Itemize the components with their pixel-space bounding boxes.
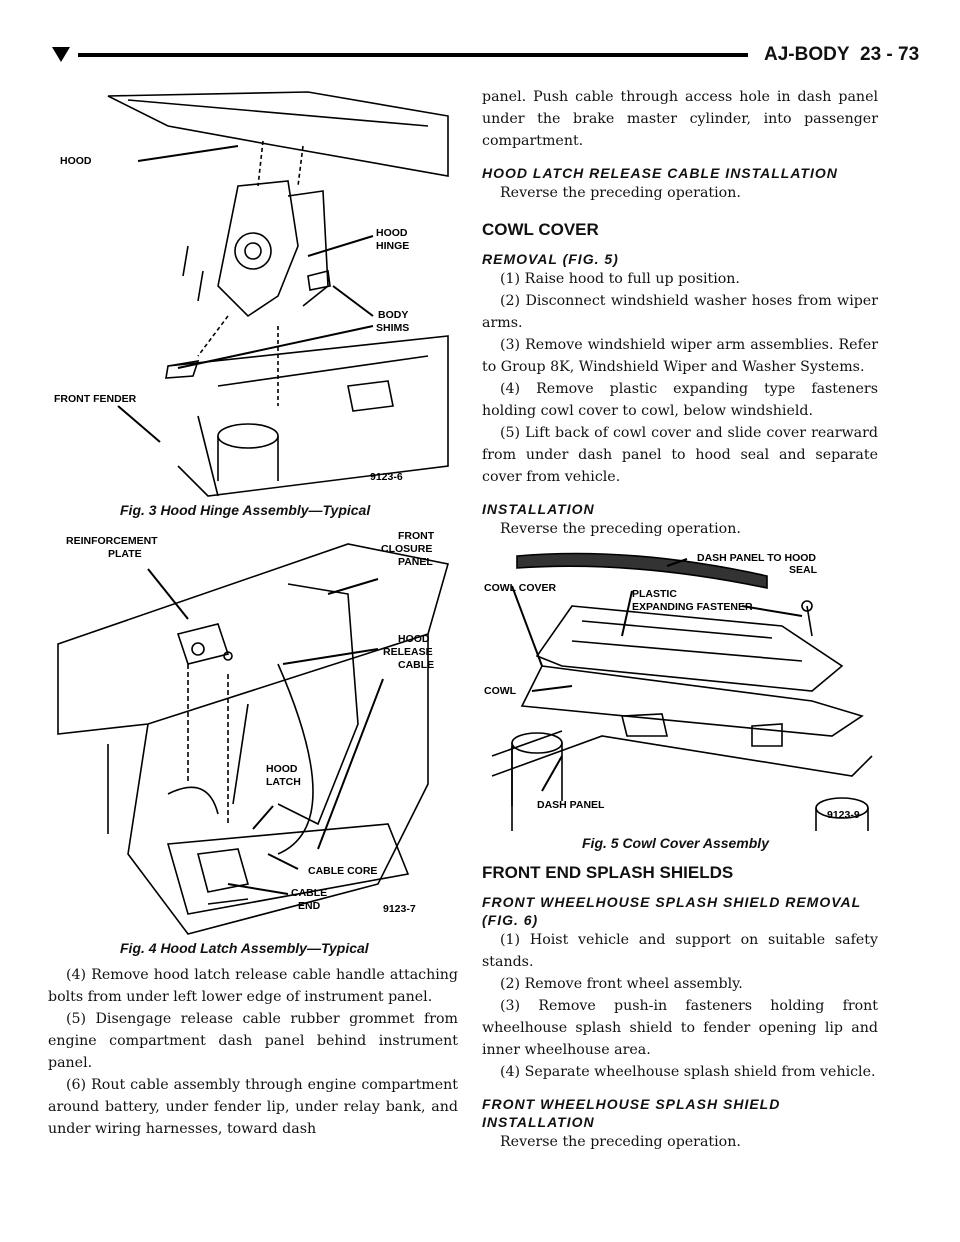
cowl-cover-illustration: [482, 546, 882, 831]
label-dash-panel: DASH PANEL: [537, 799, 605, 811]
label-fig-code: 9123-6: [370, 471, 403, 483]
triangle-marker-icon: [52, 47, 70, 62]
step-5: (5) Disengage release cable rubber grommet from engine compartment dash panel behind instrument panel.: [48, 1011, 458, 1071]
label-release: RELEASE: [383, 646, 433, 658]
label-cable: CABLE: [398, 659, 435, 671]
left-text: [48, 964, 458, 1140]
figure-5-caption: Fig. 5 Cowl Cover Assembly: [582, 835, 769, 851]
figure-5: [482, 546, 878, 851]
cowl-cover-heading: COWL COVER: [482, 220, 599, 239]
cowl-step-2: (2) Disconnect windshield washer hoses from wiper arms.: [482, 293, 878, 331]
splash-step-1: (1) Hoist vehicle and support on suitable safety stands.: [482, 932, 878, 970]
label-dash-panel-to-hood: DASH PANEL TO HOOD: [697, 552, 817, 564]
step-6: (6) Rout cable assembly through engine compartment around battery, under fender lip, under relay bank, and under wiring harnesses, toward dash: [48, 1077, 458, 1137]
label-hood-hinge-1: HOOD: [376, 227, 408, 239]
cable-install-text: Reverse the preceding operation.: [500, 185, 741, 201]
label-hood-1: HOOD: [398, 633, 430, 645]
label-body-shims-1: BODY: [378, 309, 409, 321]
label-plastic: PLASTIC: [632, 588, 677, 600]
label-latch: LATCH: [266, 776, 301, 788]
cowl-step-4: (4) Remove plastic expanding type fasteners holding cowl cover to cowl, below windshield.: [482, 381, 878, 419]
step-4: (4) Remove hood latch release cable handle attaching bolts from under left lower edge of instrument panel.: [48, 967, 458, 1005]
figure-3-caption: Fig. 3 Hood Hinge Assembly—Typical: [120, 502, 371, 518]
cowl-removal-heading: REMOVAL (FIG. 5): [482, 251, 619, 267]
book-title: AJ-BODY: [764, 44, 850, 65]
cowl-install-text: Reverse the preceding operation.: [500, 521, 741, 537]
right-column: [482, 86, 878, 1153]
splash-step-4: (4) Separate wheelhouse splash shield from vehicle.: [500, 1064, 876, 1080]
label-closure: CLOSURE: [381, 543, 433, 555]
cable-install-heading: HOOD LATCH RELEASE CABLE INSTALLATION: [482, 165, 838, 181]
label-fig-code: 9123-7: [383, 903, 416, 915]
label-front: FRONT: [398, 530, 435, 542]
page-number: 23 - 73: [860, 44, 920, 65]
label-cowl: COWL: [484, 685, 517, 697]
label-front-fender: FRONT FENDER: [54, 393, 137, 405]
label-cable-end-2: END: [298, 900, 321, 912]
label-hood-2: HOOD: [266, 763, 298, 775]
header-rule: [78, 53, 748, 57]
page-header: [52, 40, 918, 70]
splash-install-text: Reverse the preceding operation.: [500, 1134, 741, 1150]
label-cowl-cover: COWL COVER: [484, 582, 557, 594]
splash-step-2: (2) Remove front wheel assembly.: [500, 976, 743, 992]
figure-4: [48, 524, 458, 956]
figure-3: [48, 86, 458, 518]
splash-step-3: (3) Remove push-in fasteners holding front wheelhouse splash shield to fender opening lip and inner wheelhouse area.: [482, 998, 878, 1058]
cowl-step-1: (1) Raise hood to full up position.: [500, 271, 740, 287]
label-body-shims-2: SHIMS: [376, 322, 410, 334]
cowl-step-3: (3) Remove windshield wiper arm assemblies. Refer to Group 8K, Windshield Wiper and Washer Systems.: [482, 337, 878, 375]
cowl-step-5: (5) Lift back of cowl cover and slide cover rearward from under dash panel to hood seal and separate cover from vehicle.: [482, 425, 878, 485]
label-fig-code: 9123-9: [827, 809, 860, 821]
label-expanding-fastener: EXPANDING FASTENER: [632, 601, 753, 613]
label-hood: HOOD: [60, 155, 92, 167]
label-seal: SEAL: [789, 564, 818, 576]
continuation-text: panel. Push cable through access hole in dash panel under the brake master cylinder, into passenger compartment.: [482, 89, 878, 149]
label-reinforcement: REINFORCEMENT: [66, 535, 158, 547]
cowl-install-heading: INSTALLATION: [482, 501, 595, 517]
label-cable-end-1: CABLE: [291, 887, 328, 899]
splash-removal-heading: FRONT WHEELHOUSE SPLASH SHIELD REMOVAL (FIG. 6): [482, 894, 861, 928]
label-plate: PLATE: [108, 548, 142, 560]
splash-heading: FRONT END SPLASH SHIELDS: [482, 863, 734, 882]
hood-latch-illustration: [48, 524, 458, 936]
splash-install-heading: FRONT WHEELHOUSE SPLASH SHIELD INSTALLATION: [482, 1096, 781, 1130]
label-cable-core: CABLE CORE: [308, 865, 378, 877]
label-panel: PANEL: [398, 556, 433, 568]
left-column: [48, 86, 458, 1140]
hood-hinge-illustration: [48, 86, 458, 498]
figure-4-caption: Fig. 4 Hood Latch Assembly—Typical: [120, 940, 369, 956]
label-hood-hinge-2: HINGE: [376, 240, 410, 252]
